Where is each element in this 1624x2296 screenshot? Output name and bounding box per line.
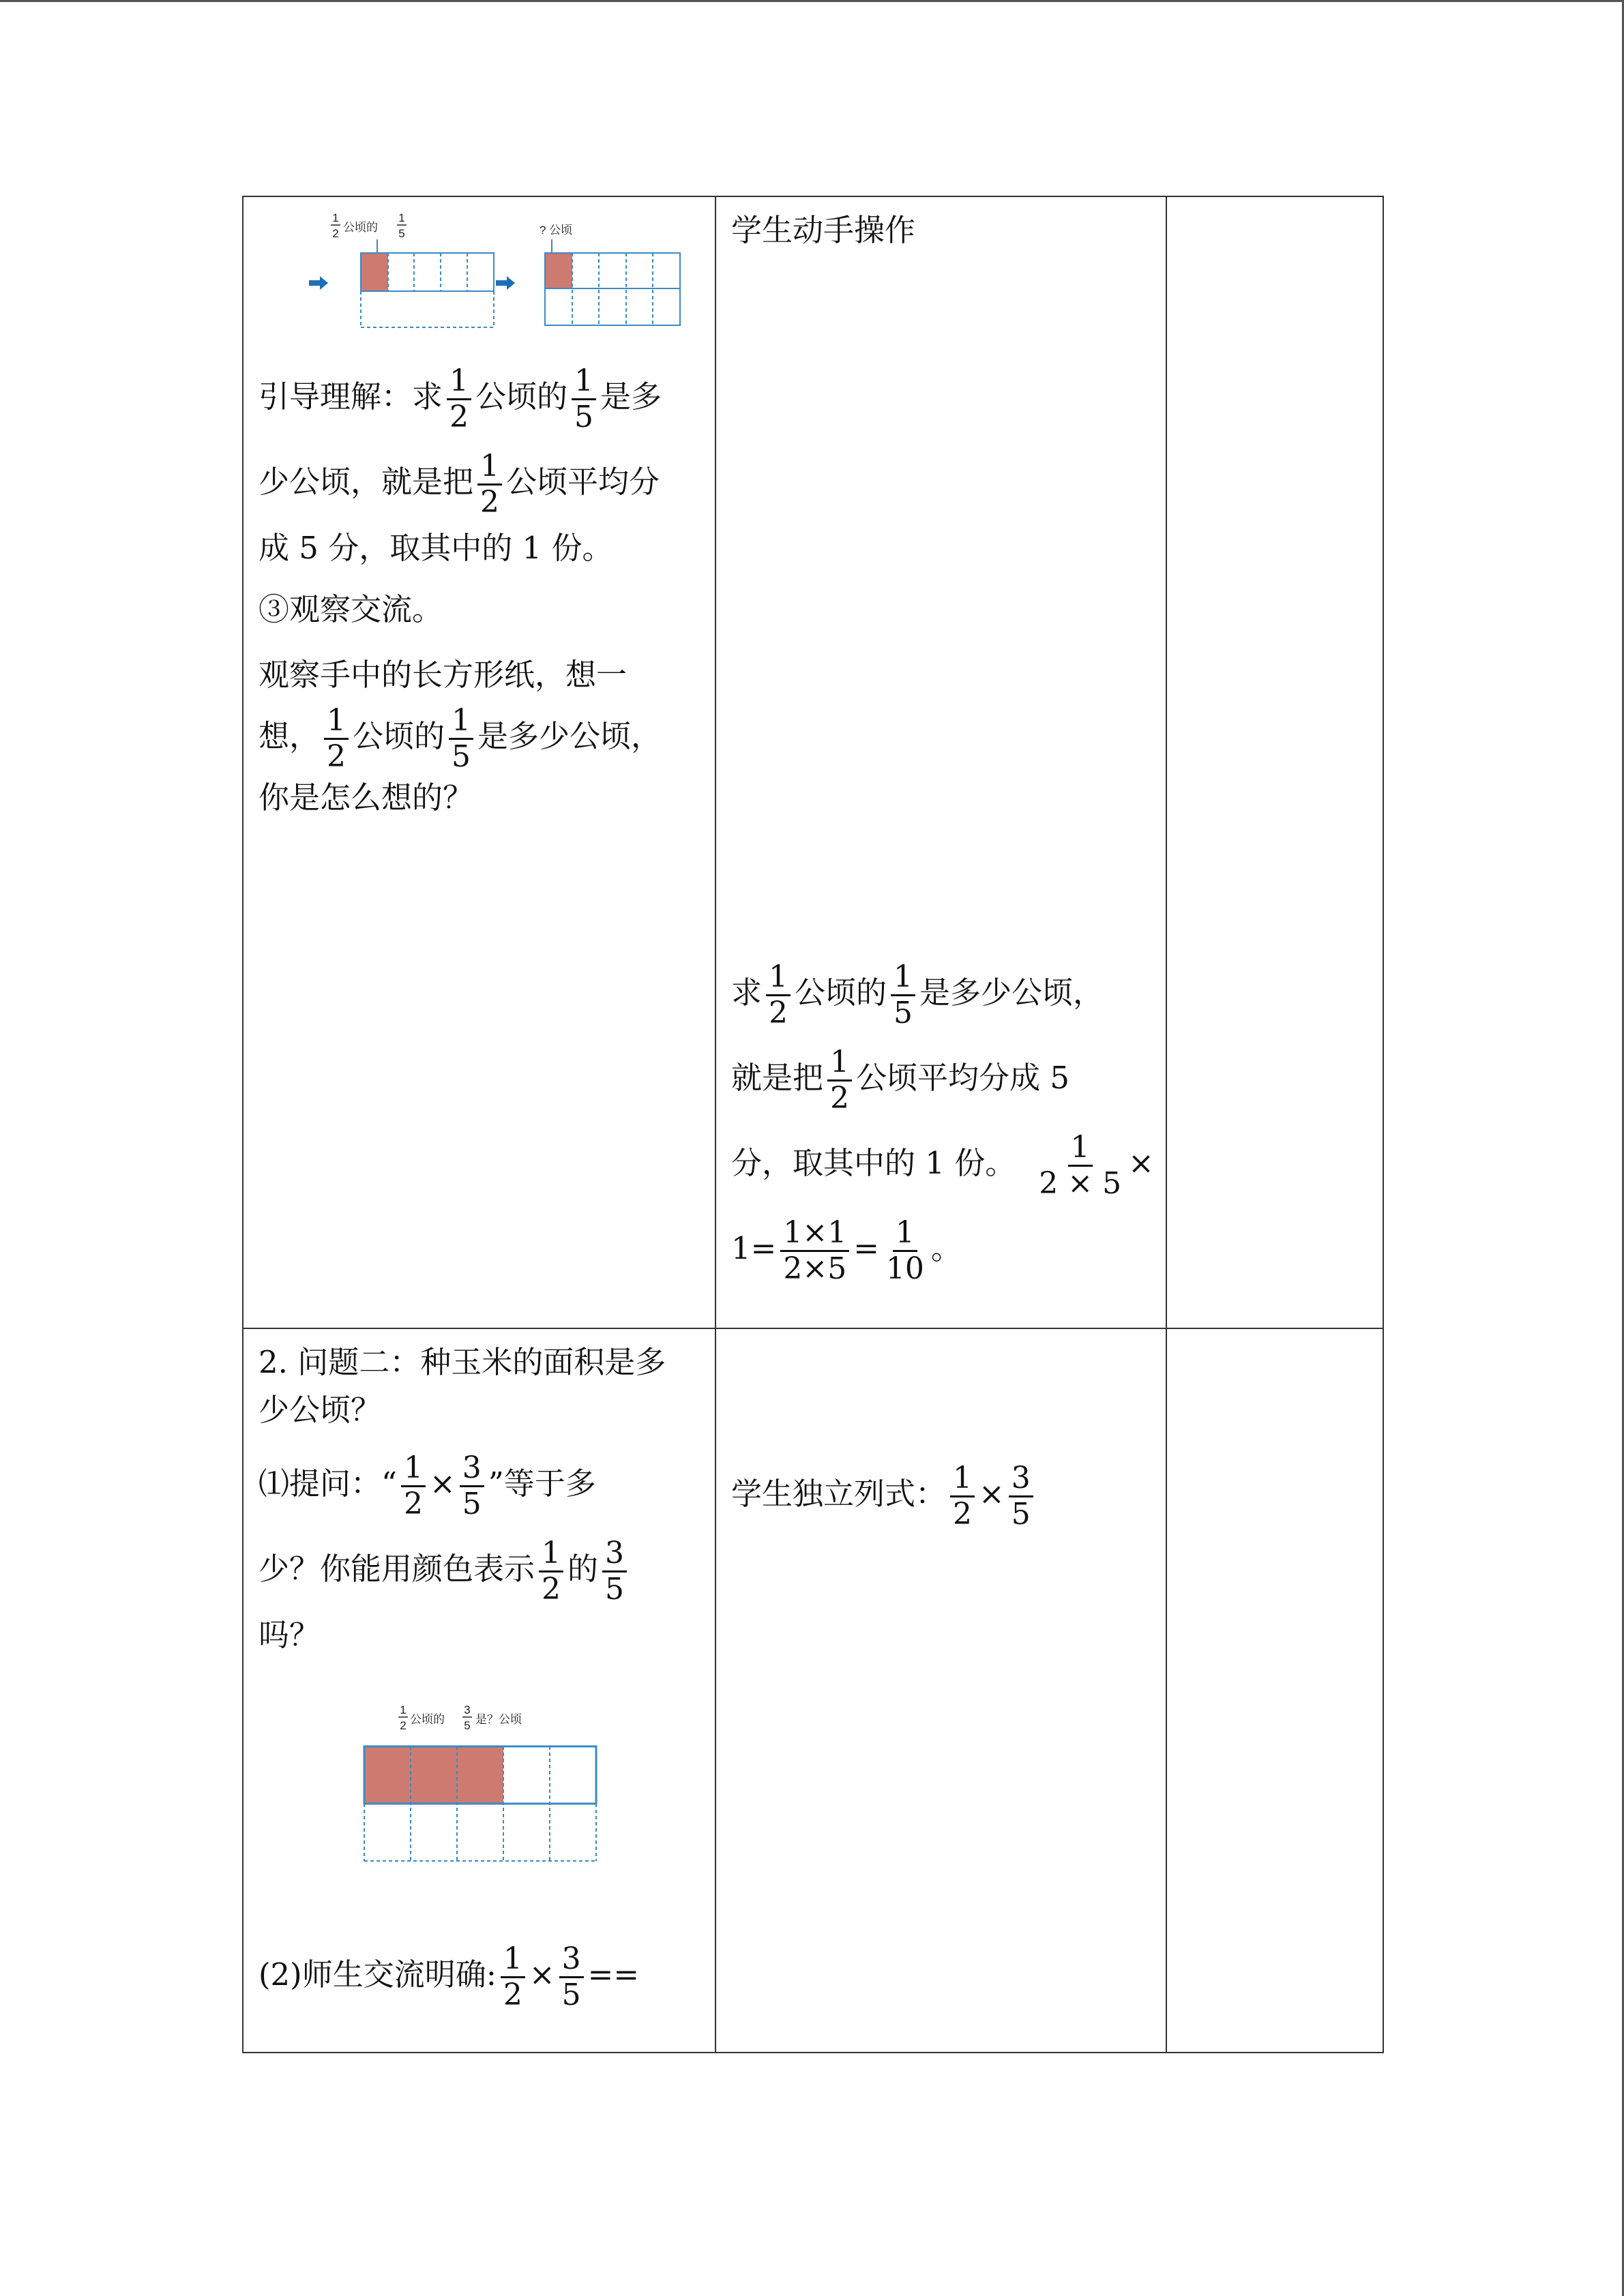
notes-cell-1 <box>1166 196 1383 1328</box>
area-model-figure-1 <box>259 207 702 329</box>
fig3-label-num1: 1 <box>400 1703 407 1716</box>
ask-line-1: ⑴提问：“ $\frac{1}{2}$ × $\frac{3}{5}$ ”等于多 <box>259 1450 596 1521</box>
fig3-label-den2: 5 <box>464 1719 471 1732</box>
fig2-label: ? 公顷 <box>540 224 573 237</box>
fig1-label-num1: 1 <box>332 211 339 224</box>
notes-cell-2 <box>1166 1328 1383 2053</box>
fraction: $\frac{1}{2}$ <box>827 1045 852 1116</box>
answer-line-3: 分，取其中的 1 份。 $\frac{1}{2 \times 5}$ × <box>731 1130 1154 1201</box>
fraction: $\frac{1}{2}$ <box>950 1461 975 1532</box>
shaded-part-2 <box>545 253 572 288</box>
fig1-label-mid: 公顷的 <box>343 221 378 234</box>
observe-line-2: 想， $\frac{1}{2}$ 公顷的 $\frac{1}{5}$ 是多少公顷， <box>259 703 662 774</box>
fig3-label-den1: 2 <box>400 1719 407 1732</box>
fraction: $\frac{1}{5}$ <box>891 960 915 1030</box>
student-expression: 学生独立列式： $\frac{1}{2}$ × $\frac{3}{5}$ <box>731 1451 1151 1536</box>
fig1-label-num2: 1 <box>398 211 405 224</box>
question-two-title-2: 少公顷？ <box>259 1392 382 1428</box>
right-arrow-icon <box>309 276 328 290</box>
shaded-part-1 <box>361 253 388 291</box>
fraction: $\frac{3}{5}$ <box>460 1451 484 1521</box>
observe-line-3: 你是怎么想的？ <box>259 779 474 816</box>
fig3-label-num2: 3 <box>464 1703 471 1716</box>
shaded-three-fifths <box>364 1746 503 1804</box>
fraction: $\frac{1}{2}$ <box>501 1942 525 2012</box>
question-two-title: 2. 问题二：种玉米的面积是多 <box>259 1344 666 1380</box>
observe-title: ③观察交流。 <box>259 591 443 627</box>
fraction: $\frac{1}{2}$ <box>766 960 791 1030</box>
guide-line-3: 成 5 分，取其中的 1 份。 <box>259 530 613 566</box>
fraction: $\frac{1}{5}$ <box>449 704 473 774</box>
page-top-border <box>0 0 1624 2</box>
ask-line-2: 少？你能用颜色表示 $\frac{1}{2}$ 的 $\frac{3}{5}$ <box>259 1526 700 1611</box>
answer-line-1: 求 $\frac{1}{2}$ 公顷的 $\frac{1}{5}$ 是多少公顷， <box>731 959 1104 1030</box>
table-row-2 <box>243 1328 1383 2053</box>
fraction: $\frac{3}{5}$ <box>1009 1461 1033 1532</box>
teacher-activity-cell-1 <box>243 196 715 1328</box>
ask-line-3: 吗？ <box>259 1617 321 1653</box>
area-model-figure-3 <box>259 1700 702 1884</box>
guide-line-2: 少公顷，就是把 $\frac{1}{2}$ 公顷平均分 <box>259 449 660 520</box>
fraction: $\frac{3}{5}$ <box>559 1942 584 2012</box>
observe-line-1: 观察手中的长方形纸，想一 <box>259 657 628 693</box>
guide-line-1: 引导理解：求 $\frac{1}{2}$ 公顷的 $\frac{1}{5}$ 是多 <box>259 363 662 434</box>
fraction: $\frac{1}{2}$ <box>447 364 471 434</box>
fig3-label-tail: 是？公顷 <box>475 1713 522 1726</box>
right-arrow-icon <box>496 276 515 290</box>
fraction: $\frac{1}{2}$ <box>477 449 502 520</box>
fraction: $\frac{1\times 1}{2\times 5}$ <box>780 1216 849 1286</box>
fraction: $\frac{1}{2}$ <box>324 704 349 774</box>
student-operation: 学生动手操作 <box>731 212 916 248</box>
student-activity-cell-1 <box>715 196 1166 1328</box>
table-row-1 <box>243 196 1383 1328</box>
lesson-plan-table <box>242 196 1384 2053</box>
answer-line-4: 1= $\frac{1\times 1}{2\times 5}$ = $\frac{1}{10}$ 。 <box>731 1215 962 1286</box>
fraction: $\frac{3}{5}$ <box>602 1536 627 1607</box>
fig1-label-den2: 5 <box>398 227 405 240</box>
fraction: $\frac{1}{2}$ <box>539 1536 563 1607</box>
teacher-activity-cell-2 <box>243 1328 715 2053</box>
clarify-line: (2)师生交流明确: $\frac{1}{2}$ × $\frac{3}{5}$ == <box>259 1941 640 2012</box>
answer-line-2: 就是把 $\frac{1}{2}$ 公顷平均分成 5 <box>731 1045 1069 1116</box>
fraction: $\frac{1}{2 \times 5}$ <box>1039 1130 1122 1201</box>
student-activity-cell-2 <box>715 1328 1166 2053</box>
fig3-label-mid: 公顷的 <box>410 1713 445 1726</box>
fraction: $\frac{1}{2}$ <box>401 1451 426 1521</box>
fig1-label-den1: 2 <box>332 227 339 240</box>
fraction: $\frac{1}{5}$ <box>572 364 596 434</box>
fraction: $\frac{1}{10}$ <box>885 1215 924 1286</box>
